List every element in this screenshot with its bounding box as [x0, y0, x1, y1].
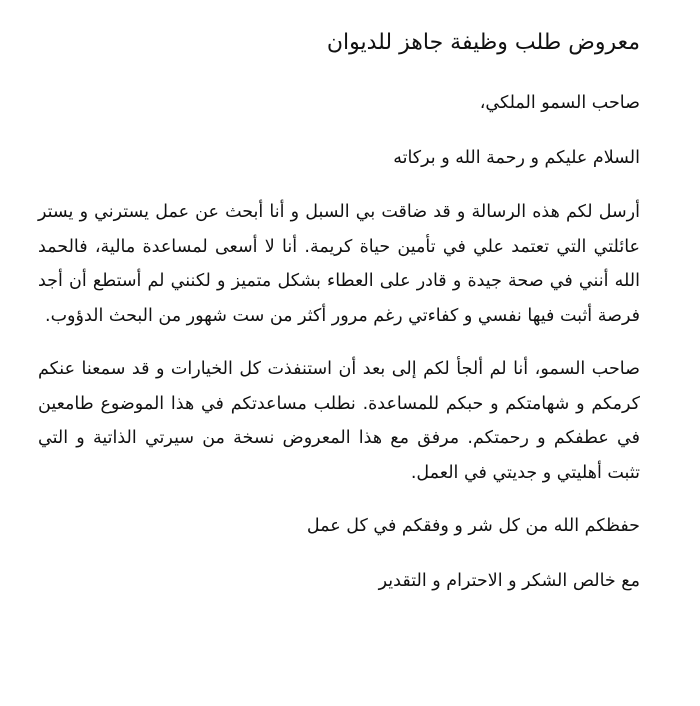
body-paragraph-2: صاحب السمو، أنا لم ألجأ لكم إلى بعد أن استنفذت كل الخيارات و قد سمعنا عنكم كرمكم و شهامتكم و حبكم للمساعدة. نطلب مساعدتكم في هذا الموضوع طامعين في عطفكم و رحمتكم. مرفق مع هذا المعروض نسخة من سيرتي الذاتية و التي تثبت أهليتي و جديتي في العمل. [38, 359, 640, 483]
body-paragraph-1: أرسل لكم هذه الرسالة و قد ضاقت بي السبل و أنا أبحث عن عمل يسترني و يستر عائلتي التي تعتمد علي في تأمين حياة كريمة. أنا لا أسعى لمساعدة مالية، فالحمد الله أنني في صحة جيدة و قادر على العطاء بشكل متميز و لكنني لم أستطع أن أجد فرصة أثبت فيها نفسي و كفاءتي رغم مرور أكثر من ست شهور من البحث الدؤوب. [38, 202, 640, 326]
salutation: صاحب السمو الملكي، [479, 93, 640, 113]
greeting: السلام عليكم و رحمة الله و بركاته [393, 147, 640, 168]
closing: مع خالص الشكر و الاحترام و التقدير [378, 570, 640, 591]
blessing: حفظكم الله من كل شر و وفقكم في كل عمل [306, 516, 640, 536]
document-title: معروض طلب وظيفة جاهز للديوان [326, 30, 640, 55]
